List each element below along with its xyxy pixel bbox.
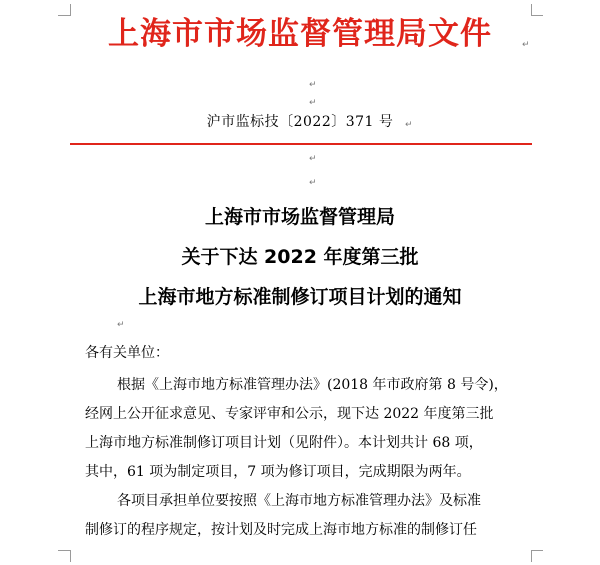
paragraph-mark: ↵: [309, 98, 317, 108]
paragraph-mark: ↵: [309, 80, 317, 90]
document-number: 沪市监标技〔2022〕371 号: [206, 114, 394, 130]
body-line: 各项目承担单位要按照《上海市地方标准管理办法》及标准: [117, 493, 481, 509]
paragraph-mark: ↵: [117, 320, 125, 330]
red-separator-line: [70, 143, 532, 145]
body-line: 经网上公开征求意见、专家评审和公示，现下达 2022 年度第三批: [85, 406, 494, 422]
body-line: 其中，61 项为制定项目，7 项为修订项目，完成期限为两年。: [85, 464, 471, 480]
paragraph-mark: ↵: [309, 178, 317, 188]
notice-title-line-3: 上海市地方标准制修订项目计划的通知: [138, 286, 462, 308]
document-header-title: 上海市市场监督管理局文件: [108, 16, 492, 52]
crop-mark-bottom-left: [70, 550, 71, 562]
crop-mark-bottom-right: [531, 550, 532, 562]
paragraph-mark: ↵: [405, 120, 413, 130]
notice-title-line-1: 上海市市场监督管理局: [204, 206, 395, 228]
body-line: 根据《上海市地方标准管理办法》(2018 年市政府第 8 号令)，: [117, 377, 508, 393]
paragraph-mark: ↵: [522, 40, 530, 50]
body-line: 制修订的程序规定，按计划及时完成上海市地方标准的制修订任: [85, 522, 477, 538]
body-line: 上海市地方标准制修订项目计划（见附件）。本计划共计 68 项，: [85, 435, 483, 451]
paragraph-mark: ↵: [309, 154, 317, 164]
crop-mark-bottom-left-h: [58, 550, 70, 551]
crop-mark-bottom-right-h: [531, 550, 543, 551]
salutation: 各有关单位：: [85, 345, 169, 361]
notice-title-line-2: 关于下达 2022 年度第三批: [181, 246, 419, 268]
